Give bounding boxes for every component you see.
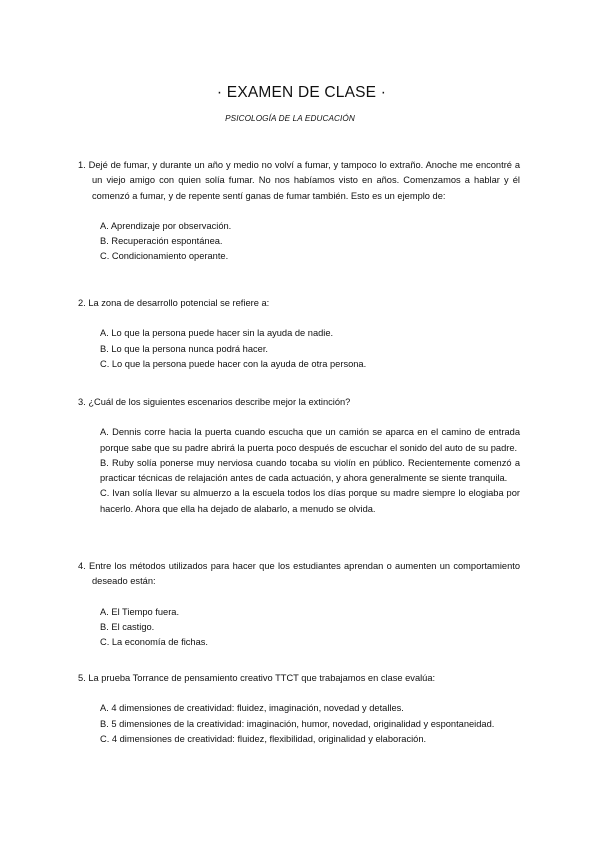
option-b: B. Ruby solía ponerse muy nerviosa cuando tocaba su violín en público. Recientemente comenzó a practicar técnicas de relajación antes de cada actuación, y ahora generalmente se siente tranquila. [100, 457, 520, 484]
option-b: B. El castigo. [100, 621, 155, 632]
option-a: A. Aprendizaje por observación. [100, 220, 232, 231]
option-c: C. La economía de fichas. [100, 637, 209, 648]
options-list [78, 219, 520, 265]
question-2 [78, 296, 520, 372]
question-5 [78, 671, 520, 747]
options-list [78, 326, 520, 372]
options-list [78, 425, 520, 517]
option-a: A. Dennis corre hacia la puerta cuando escucha que un camión se aparca en el camino de entrada porque sabe que su padre abrirá la puerta poco después de escuchar el sonido del auto de su padre. [100, 427, 520, 453]
question-3 [78, 395, 520, 517]
options-list [78, 605, 520, 651]
option-a: A. Lo que la persona puede hacer sin la ayuda de nadie. [100, 328, 334, 339]
option-b: B. Recuperación espontánea. [100, 236, 223, 247]
question-stem: 3. ¿Cuál de los siguientes escenarios describe mejor la extinción? [78, 397, 351, 407]
question-stem: 5. La prueba Torrance de pensamiento creativo TTCT que trabajamos en clase evalúa: [78, 673, 436, 683]
option-b: B. Lo que la persona nunca podrá hacer. [100, 343, 268, 354]
question-1 [78, 158, 520, 265]
options-list [78, 701, 520, 747]
option-b: B. 5 dimensiones de la creatividad: imaginación, humor, novedad, originalidad y espontaneidad. [100, 718, 495, 729]
option-c: C. Ivan solía llevar su almuerzo a la escuela todos los días porque su madre siempre lo elogiaba por hacerlo. Ahora que ella ha dejado de alabarlo, a menudo se olvida. [100, 488, 520, 514]
option-c: C. Condicionamiento operante. [100, 251, 229, 262]
page-title: · EXAMEN DE CLASE · [216, 84, 387, 101]
question-stem: 1. Dejé de fumar, y durante un año y medio no volví a fumar, y tampoco lo extraño. Anoche me encontré a un viejo amigo con quien solía fumar. No nos habíamos visto en años. Comenzamos a hablar y él comenzó a fumar, y de repente sentí ganas de fumar también. Esto es un ejemplo de: [78, 160, 520, 201]
option-c: C. Lo que la persona puede hacer con la ayuda de otra persona. [100, 358, 367, 369]
option-a: A. El Tiempo fuera. [100, 606, 180, 617]
option-a: A. 4 dimensiones de creatividad: fluidez, imaginación, novedad y detalles. [100, 703, 404, 714]
question-stem: 4. Entre los métodos utilizados para hacer que los estudiantes aprendan o aumenten un comportamiento deseado están: [78, 561, 520, 587]
question-stem: 2. La zona de desarrollo potencial se refiere a: [78, 298, 270, 308]
option-c: C. 4 dimensiones de creatividad: fluidez, flexibilidad, originalidad y elaboración. [100, 733, 427, 744]
question-4 [78, 559, 520, 650]
page-subtitle: PSICOLOGÍA DE LA EDUCACIÓN [225, 114, 355, 123]
